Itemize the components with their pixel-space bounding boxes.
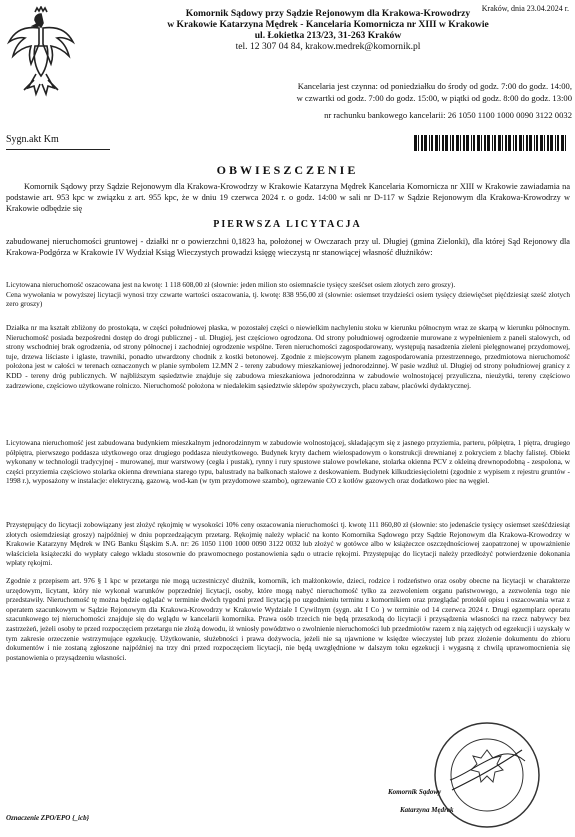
bank-account: nr rachunku bankowego kancelarii: 26 1050 1100 1000 0090 3122 0032 — [324, 110, 572, 120]
bidding-conditions: Przystępujący do licytacji zobowiązany jest złożyć rękojmię w wysokości 10% ceny oszacowania nieruchomości tj. kwotę 111 860,80 zł (słownie: sto jedenaście tysięcy osiemset sześćdziesiąt złotych osiemdziesiąt groszy) najpóźniej w dniu poprzedzającym przetarg. Rękojmię należy wpłacić na konto Komornika Sądowego przy Sądzie Rejonowym dla Krakowa-Krowodrzy w Krakowie Katarzyny Mędrek w ING Banku Śląskim S.A. nr: 26 1050 1100 1000 0090 3122 0032 lub złożyć w gotówce albo w książeczce oszczędnościowej zaopatrzonej w upoważnienie właściciela książeczki do wypłaty całego wkładu stosownie do prawomocnego postanowienia sądu o utracie rękojmi. Przystępując do licytacji należy przedłożyć potwierdzenie dokonania wpłaty rękojmi. — [6, 520, 570, 568]
office-hours — [110, 80, 572, 104]
document-title: OBWIESZCZENIE — [216, 163, 359, 177]
case-reference-underline — [6, 149, 110, 150]
valuation-line-1: Licytowana nieruchomość oszacowana jest na kwotę: 1 118 608,00 zł (słownie: jeden milion sto osiemnaście tysięcy sześćset osiem złotych zero groszy). — [6, 280, 456, 289]
auction-intro: Komornik Sądowy przy Sądzie Rejonowym dla Krakowa-Krowodrzy w Krakowie Katarzyna Mędrek Kancelaria Komornicza nr XIII w Krakowie zawiadamia na podstawie art. 953 kpc w związku z art. 955 kpc, że w dniu 19 czerwca 2024 r. o godz. 14:00 w sali nr D-117 w Sądzie Rejonowym dla Krakowa-Krowodrzy w Krakowie odbędzie się — [6, 182, 570, 213]
valuation-line-2: Cena wywołania w powyższej licytacji wynosi trzy czwarte wartości oszacowania, tj. kwotę: 838 956,00 zł (słownie: osiemset trzydzieści osiem tysięcy dziewięćset pięćdziesiąt sześć złotych zero groszy) — [6, 289, 570, 309]
hours-line-1: Kancelaria jest czynna: od poniedziałku do środy od godz. 7:00 do godz. 14:00, — [297, 81, 572, 91]
auction-subtitle: PIERWSZA LICYTACJA — [213, 219, 362, 230]
barcode-icon — [414, 135, 570, 151]
signature-name: Katarzyna Mędrek — [400, 806, 454, 814]
case-reference: Sygn.akt Km — [6, 134, 59, 145]
header-contact: tel. 12 307 04 84, krakow.medrek@komornik.pl — [235, 41, 421, 52]
plot-description: Działka nr ma kształt zbliżony do prostokąta, w części południowej płaska, w pozostałej części o niewielkim nachyleniu stoku w kierunku północnym wraz ze skarpą w kierunku północnym. Nieruchomość posiada bezpośredni dostęp do drogi publicznej - ul. Długiej, jest częściowo ogrodzona. Od strony południowej ogrodzenie murowane z wypełnieniem z paneli stalowych, od strony wschodniej brak ogrodzenia, od strony północnej i zachodniej ogrodzenie wspólne. Teren nieruchomości zagospodarowany, występują nasadzenia zieleni pielęgnowanej przydomowej, tuje, drzewa liściaste i iglaste, trawniki, ponadto utwardzony chodnik z kostki betonowej. Zgodnie z miejscowym planem zagospodarowania przestrzennego, przedmiotowa nieruchomość położona jest w całości w terenach oznaczonych w planie symbolem 12.MN 2 - tereny zabudowy mieszkaniowej jednorodzinnej. W pasie wzdłuż ul. Długiej od strony południowej granicy z KDD - tereny dróg publicznych. W najbliższym sąsiedztwie znajduje się zabudowa mieszkaniowa jednorodzinna w zabudowie wolnostojącej przyuliczna, nieużytki, tereny częściowo zadrzewione, częściowo użytkowane rolniczo. Nieruchomość położona w niedalekim sąsiedztwie sklepów spożywczych, placu zabaw, placówki dydaktycznej. — [6, 323, 570, 390]
valuation-section — [6, 280, 570, 309]
header-line-3: ul. Łokietka 213/23, 31-263 Kraków — [254, 30, 402, 41]
document-date: Kraków, dnia 23.04.2024 r. — [481, 4, 569, 13]
legal-conditions: Zgodnie z przepisem art. 976 § 1 kpc w przetargu nie mogą uczestniczyć dłużnik, komornik, ich małżonkowie, dzieci, rodzice i rodzeństwo oraz osoby obecne na licytacji w charakterze urzędowym, licytant, który nie wykonał warunków poprzedniej licytacji, osoby, które mogą nabyć nieruchomość tylko za zezwoleniem organu państwowego, a zezwolenia tego nie przedstawiły. Nieruchomość tę można będzie oglądać w terminie dwóch tygodni przed licytacją po uzgodnieniu terminu z komornikiem oraz przeglądać protokół opisu i oszacowania wraz z operatem szacunkowym w Sądzie Rejonowym dla Krakowa-Krowodrzy w Krakowie Wydziale I Cywilnym (sygn. akt I Co ) w terminie od 14 czerwca 2024 r. Drugi egzemplarz operatu szacunkowego tej nieruchomości znajduje się do wglądu w kancelarii komornika. Prawa osób trzecich nie będą przeszkodą do licytacji i przysądzenia własności na rzecz nabywcy bez zastrzeżeń, jeżeli osoby te przed rozpoczęciem przetargu nie złożą dowodu, iż wniosły powództwo o zwolnienie nieruchomości lub przedmiotów razem z nią zajętych od egzekucji i uzyskały w tym zakresie orzeczenie wstrzymujące egzekucję. Użytkowanie, służebności i prawa dożywocia, jeżeli nie są ujawnione w księdze wieczystej lub przez złożenie dokumentu do zbioru dokumentów i nie zostaną zgłoszone najpóźniej na trzy dni przed rozpoczęciem licytacji, nie będą uwzględnione w dalszym toku egzekucji i wygasną z chwilą uprawomocnienia się postanowienia o przysądzeniu własności. — [6, 576, 570, 662]
property-description: zabudowanej nieruchomości gruntowej - działki nr o powierzchni 0,1823 ha, położonej w Owczarach przy ul. Długiej (gmina Zielonki), dla której Sąd Rejonowy dla Krakowa-Podgórza w Krakowie IV Wydział Ksiąg Wieczystych prowadzi księgę wieczystą nr stanowiącej własność dłużników: — [6, 237, 570, 257]
building-description: Licytowana nieruchomość jest zabudowana budynkiem mieszkalnym jednorodzinnym w zabudowie wolnostojącej, składającym się z jasnego przyziemia, parteru, półpiętra, 1 piętra, drugiego półpiętra, pierwszego poddasza użytkowego oraz drugiego poddasza nieużytkowego. Budynek kryty dachem wielospadowym o konstrukcji drewnianej z pokryciem z blachy falistej. Obiekt wykonany w technologii tradycyjnej - murowanej, mur warstwowy (cegła i pustak), rynny i rury spustowe stalowe powlekane, stolarka okienna PCV z okleiną drewnopodobną - zespolona, w części przyziemia częściowo stolarka okienna drewniana starego typu, balustrady na balkonach stalowe z deskowaniem. Budynek kilkudziesięcioletni (zgodnie z wypisem z rejestru gruntów - 1998 r.), wyposażony w instalacje: elektryczną, gazową, wod-kan (w tym przydomowe szambo), ogrzewanie CO z kotłów gazowych oraz dodatkowo piec na węgiel. — [6, 438, 570, 486]
document-footnote: Oznaczenie ZPO/EPO {_icb} — [6, 814, 90, 822]
signature-title: Komornik Sądowy — [388, 788, 442, 796]
polish-eagle-emblem-icon — [6, 6, 76, 98]
header-line-2: w Krakowie Katarzyna Mędrek - Kancelaria Komornicza nr XIII w Krakowie — [167, 19, 489, 30]
header-line-1: Komornik Sądowy przy Sądzie Rejonowym dla Krakowa-Krowodrzy — [185, 8, 471, 19]
hours-line-2: w czwartki od godz. 7:00 do godz. 15:00, w piątki od godz. 8:00 do godz. 13:00 — [296, 93, 572, 103]
bailiff-header — [88, 8, 568, 52]
